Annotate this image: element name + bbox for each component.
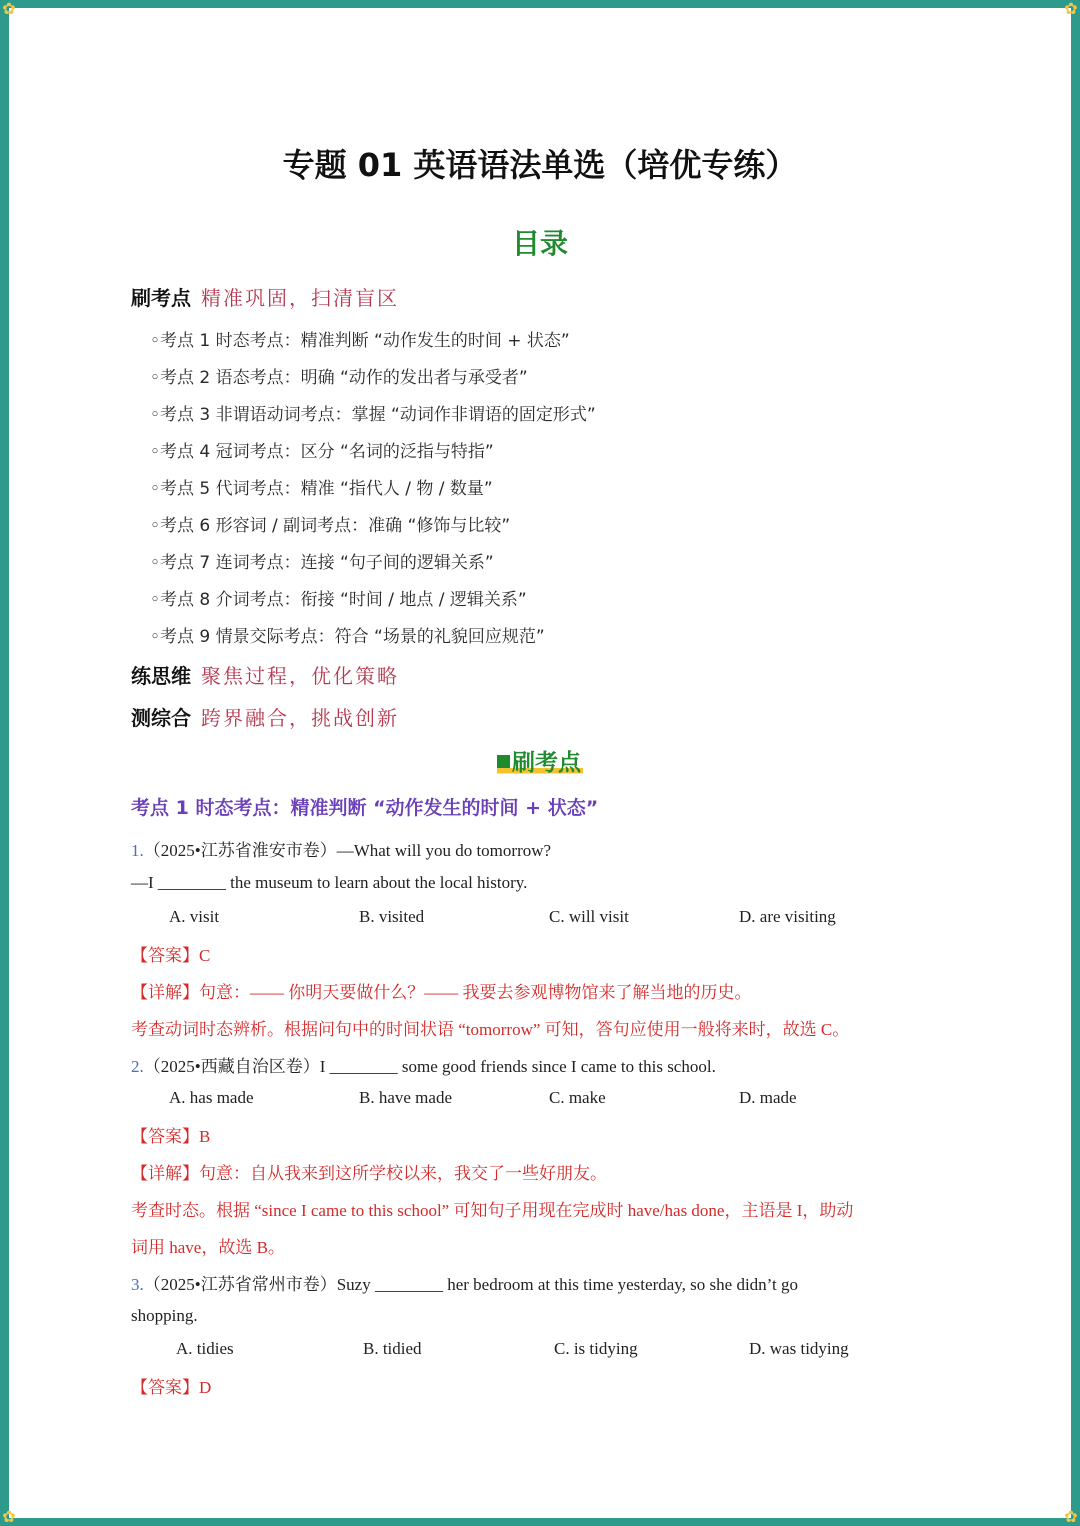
toc-section-label: 练思维 (131, 664, 191, 688)
explanation-line: 【详解】句意：自从我来到这所学校以来，我交了一些好朋友。 (131, 1164, 607, 1183)
option-c: C. make (549, 1088, 606, 1107)
section-banner (0, 744, 1080, 777)
question-number: 3. (131, 1275, 144, 1294)
option-b: B. tidied (363, 1339, 422, 1358)
answer-line: 【答案】B (131, 1127, 211, 1146)
toc-item: ◦考点 1 时态考点：精准判断 “动作发生的时间 + 状态” (150, 331, 570, 351)
option-d: D. made (739, 1088, 797, 1107)
flower-icon: ✿ (2, 0, 16, 18)
toc-section-label: 测综合 (131, 706, 191, 730)
toc-item: ◦考点 6 形容词 / 副词考点：准确 “修饰与比较” (150, 516, 511, 536)
flower-icon: ✿ (1064, 0, 1078, 18)
question-stem: —I ________ the museum to learn about the local history. (131, 873, 528, 892)
question-stem: shopping. (131, 1306, 198, 1325)
toc-section-subtitle: 精准巩固，扫清盲区 (201, 286, 399, 310)
flower-icon: ✿ (2, 1507, 16, 1526)
toc-section-subtitle: 聚焦过程，优化策略 (201, 664, 399, 688)
flower-icon: ✿ (1064, 1507, 1078, 1526)
explanation-line: 考查动词时态辨析。根据问句中的时间状语 “tomorrow” 可知，答句应使用一般将来时，故选 C。 (131, 1020, 850, 1039)
toc-section-subtitle: 跨界融合，挑战创新 (201, 706, 399, 730)
explanation-line: 【详解】句意：—— 你明天要做什么？—— 我要去参观博物馆来了解当地的历史。 (131, 983, 752, 1002)
section-banner-label: 刷考点 (512, 750, 581, 776)
option-d: D. was tidying (749, 1339, 849, 1358)
square-bullet-icon (497, 755, 510, 768)
toc-section-2 (131, 660, 399, 689)
kaodian-heading: 考点 1 时态考点：精准判断 “动作发生的时间 + 状态” (131, 797, 599, 819)
toc-item: ◦考点 3 非谓语动词考点：掌握 “动词作非谓语的固定形式” (150, 405, 596, 425)
question-stem: 3.（2025•江苏省常州市卷）Suzy ________ her bedroom at this time yesterday, so she didn’t go (131, 1275, 798, 1294)
option-a: A. visit (169, 907, 220, 926)
document-title: 专题 01 英语语法单选（培优专练） (282, 146, 798, 184)
answer-line: 【答案】D (131, 1378, 212, 1397)
option-c: C. will visit (549, 907, 629, 926)
option-a: A. has made (169, 1088, 254, 1107)
answer-line: 【答案】C (131, 946, 211, 965)
question-stem: 2.（2025•西藏自治区卷）I ________ some good friends since I came to this school. (131, 1057, 716, 1076)
explanation-line: 考查时态。根据 “since I came to this school” 可知句子用现在完成时 have/has done，主语是 I，助动 (131, 1201, 854, 1220)
option-a: A. tidies (176, 1339, 234, 1358)
toc-heading: 目录 (511, 227, 568, 260)
question-number: 2. (131, 1057, 144, 1076)
toc-item: ◦考点 8 介词考点：衔接 “时间 / 地点 / 逻辑关系” (150, 590, 527, 610)
question-number: 1. (131, 841, 144, 860)
toc-item: ◦考点 2 语态考点：明确 “动作的发出者与承受者” (150, 368, 528, 388)
explanation-line: 词用 have，故选 B。 (131, 1238, 285, 1257)
option-c: C. is tidying (554, 1339, 638, 1358)
toc-section-label: 刷考点 (131, 286, 191, 310)
toc-section-1 (131, 282, 399, 311)
option-b: B. visited (359, 907, 425, 926)
toc-item: ◦考点 9 情景交际考点：符合 “场景的礼貌回应规范” (150, 627, 545, 647)
toc-item: ◦考点 5 代词考点：精准 “指代人 / 物 / 数量” (150, 479, 493, 499)
option-b: B. have made (359, 1088, 452, 1107)
option-d: D. are visiting (739, 907, 836, 926)
question-stem: 1.（2025•江苏省淮安市卷）—What will you do tomorrow? (131, 841, 552, 860)
toc-item: ◦考点 4 冠词考点：区分 “名词的泛指与特指” (150, 442, 494, 462)
toc-item: ◦考点 7 连词考点：连接 “句子间的逻辑关系” (150, 553, 494, 573)
toc-section-3 (131, 702, 399, 731)
